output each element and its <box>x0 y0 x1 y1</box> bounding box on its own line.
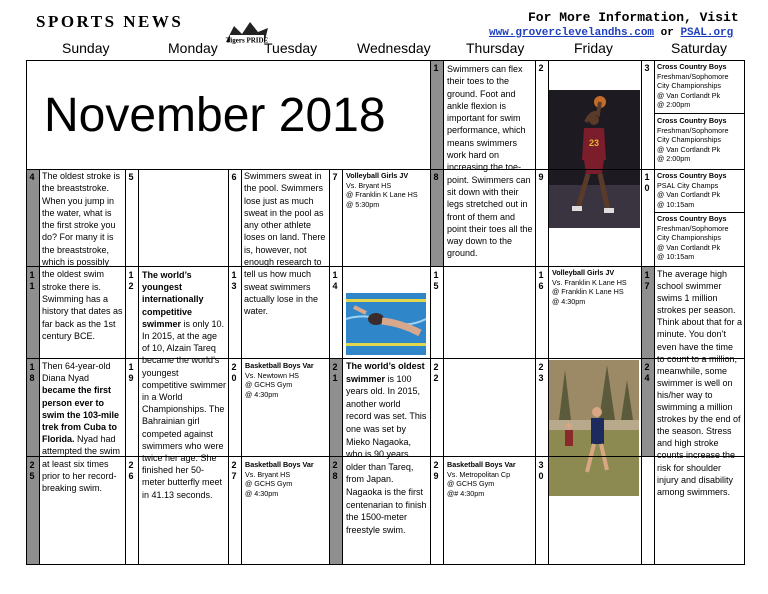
date-20-ones: 0 <box>231 373 237 383</box>
event-line: Vs. Bryant HS <box>346 180 392 190</box>
grid-right <box>744 60 745 565</box>
day-wednesday: Wednesday <box>357 40 431 56</box>
date-14-ones: 4 <box>332 281 338 291</box>
date-29-ones: 9 <box>433 471 439 481</box>
day-sunday: Sunday <box>62 40 110 56</box>
date-7: 7 <box>332 172 338 182</box>
event-xc-nov3-a <box>657 62 743 110</box>
date-15-tens: 1 <box>433 270 439 280</box>
svg-text:23: 23 <box>588 138 600 148</box>
date-14-tens: 1 <box>332 270 338 280</box>
date-16-tens: 1 <box>538 270 544 280</box>
event-location: @ Franklin K Lane HS <box>346 190 418 199</box>
event-title: Cross Country Boys <box>657 171 727 180</box>
grid-row-3 <box>26 358 745 359</box>
date-28-ones: 8 <box>332 471 338 481</box>
oldest-swimmer-fact <box>346 360 428 536</box>
date-19-tens: 1 <box>128 362 134 372</box>
event-line: Freshman/Sophomore <box>657 71 729 81</box>
cross-country-runners-photo <box>549 360 639 496</box>
event-line: Vs. Bryant HS <box>245 469 291 479</box>
date-8: 8 <box>433 172 439 182</box>
event-location: @ Van Cortlandt Pk <box>657 90 721 100</box>
month-title: November 2018 <box>44 89 386 142</box>
date-10-ones: 0 <box>644 183 650 193</box>
nyad-highlight: became the first person ever to swim the 103-mile trek from Cuba to Florida. <box>42 385 120 445</box>
grid-top <box>26 60 745 61</box>
date-22-tens: 2 <box>433 362 439 372</box>
event-line: City Championships <box>657 233 721 242</box>
date-21-ones: 1 <box>332 373 338 383</box>
date-15-ones: 5 <box>433 281 439 291</box>
event-location: @ Van Cortlandt Pk <box>657 242 721 252</box>
grid-col-4 <box>430 60 431 565</box>
event-location: @ GCHS Gym <box>245 479 293 488</box>
event-time: @ 2:00pm <box>657 100 691 109</box>
event-time: @ 4:30pm <box>552 296 586 306</box>
event-volleyball-nov7 <box>346 171 430 209</box>
event-location: @ Van Cortlandt Pk <box>657 144 721 154</box>
date-21-tens: 2 <box>332 362 338 372</box>
date-30-ones: 0 <box>538 471 544 481</box>
date-25-ones: 5 <box>29 471 35 481</box>
event-title: Cross Country Boys <box>657 62 727 71</box>
event-divider <box>655 113 744 114</box>
event-basketball-nov29 <box>447 460 534 498</box>
grid-row-1 <box>26 169 745 170</box>
date-27-ones: 7 <box>231 471 237 481</box>
date-18-tens: 1 <box>29 362 35 372</box>
or-text: or <box>660 27 674 39</box>
event-xc-nov10-a <box>657 171 743 209</box>
num-line-sat <box>654 60 655 565</box>
breaststroke-fact: The oldest stroke is the breaststroke. When you jump in the water, what is the first stroke you do? For many it is the breaststroke, which is possibly the oldest swim stroke there is. Swimming has a history that dates as far back as the 1st century BCE. <box>42 171 123 341</box>
grid-col-5 <box>535 60 536 565</box>
toe-flex-fact: Swimmers can flex their toes to the ground. Foot and ankle flexion is important for swim performance, which means swimmers work hard on increasing the toe-point. Swimmers can sit down with their legs stretched out in front of them and point their toes all the way down to the ground. <box>447 64 533 259</box>
oldest-swimmer-heading: The world’s oldest swimmer <box>346 361 425 384</box>
date-12-ones: 2 <box>128 281 134 291</box>
oldest-swimmer-text: is 100 years old. In 2015, another world record was set. This one was set by Mieko Nagaoka, who is 90 years older than Tareq, from Japan. Nagaoka is the first centenarian to finish the 1500-meter freestyle swim. <box>346 373 427 535</box>
event-volleyball-nov16 <box>552 268 640 306</box>
date-16-ones: 6 <box>538 281 544 291</box>
event-line: Vs. Newtown HS <box>245 370 299 380</box>
event-line: Freshman/Sophomore <box>657 223 729 233</box>
date-11-tens: 1 <box>29 270 35 280</box>
nyad-fact <box>42 360 124 494</box>
logo-text: Tigers PRIDE <box>225 36 269 45</box>
event-line: PSAL City Champs <box>657 180 719 190</box>
event-title: Volleyball Girls JV <box>552 268 615 277</box>
date-11-ones: 1 <box>29 281 35 291</box>
date-24-ones: 4 <box>644 373 650 383</box>
day-thursday: Thursday <box>466 40 525 56</box>
gutter-4 <box>26 169 39 266</box>
date-25-tens: 2 <box>29 460 35 470</box>
event-xc-nov10-b <box>657 214 743 262</box>
num-line-sun <box>39 169 40 565</box>
date-22-ones: 2 <box>433 373 439 383</box>
date-1: 1 <box>433 63 439 73</box>
num-line-thu <box>443 60 444 565</box>
event-title: Cross Country Boys <box>657 214 727 223</box>
event-time: @ 10:15am <box>657 252 695 261</box>
date-5: 5 <box>128 172 134 182</box>
date-29-tens: 2 <box>433 460 439 470</box>
day-friday: Friday <box>574 40 613 56</box>
date-2: 2 <box>538 63 544 73</box>
info-heading: For More Information, Visit <box>528 10 739 25</box>
event-basketball-nov20 <box>245 361 328 399</box>
event-time: @ 2:00pm <box>657 154 691 163</box>
day-monday: Monday <box>168 40 218 56</box>
event-time: @# 4:30pm <box>447 488 485 498</box>
date-23-tens: 2 <box>538 362 544 372</box>
gutter-1 <box>430 61 443 169</box>
num-line-wed <box>342 169 343 565</box>
date-12-tens: 1 <box>128 270 134 280</box>
youngest-swimmer-heading: The world’s youngest internationally competitive swimmer <box>142 270 204 329</box>
date-26-tens: 2 <box>128 460 134 470</box>
date-18-ones: 8 <box>29 373 35 383</box>
event-time: @ 5:30pm <box>346 199 380 209</box>
event-divider <box>655 212 744 213</box>
date-9: 9 <box>538 172 544 182</box>
sports-news-title: SPORTS NEWS <box>36 12 184 31</box>
date-10-tens: 1 <box>644 172 650 182</box>
event-basketball-nov27 <box>245 460 328 498</box>
date-3: 3 <box>644 63 650 73</box>
date-24-tens: 2 <box>644 362 650 372</box>
nyad-outro: Nyad had attempted the swim at least six times prior to her record-breaking swim. <box>42 434 121 494</box>
date-6: 6 <box>231 172 237 182</box>
event-title: Volleyball Girls JV <box>346 171 409 180</box>
event-time: @ 4:30pm <box>245 389 279 399</box>
date-4: 4 <box>29 172 35 182</box>
gutter-8 <box>430 169 443 266</box>
youngest-swimmer-fact <box>142 269 226 501</box>
date-28-tens: 2 <box>332 460 338 470</box>
date-17-ones: 7 <box>644 281 650 291</box>
event-line: Vs. Franklin K Lane HS <box>552 277 627 287</box>
grid-left <box>26 60 27 565</box>
date-20-tens: 2 <box>231 362 237 372</box>
event-location: @ GCHS Gym <box>245 380 293 389</box>
stroke-count-fact: The average high school swimmer swims 1 million strokes per season. Think about that for a minute. You don’t even have the time to count to a million, meanwhile, some swimmer is well on his/her way to swimming a million strokes by the end of the season. Stress and high stroke counts increase the risk for shoulder injury and disability among swimmers. <box>657 269 743 497</box>
date-26-ones: 6 <box>128 471 134 481</box>
event-line: Vs. Metropolitan Cp <box>447 469 511 479</box>
event-title: Cross Country Boys <box>657 116 727 125</box>
event-title: Basketball Boys Var <box>245 460 314 469</box>
date-13-tens: 1 <box>231 270 237 280</box>
info-links <box>489 27 733 39</box>
event-line: Freshman/Sophomore <box>657 125 729 135</box>
date-30-tens: 3 <box>538 460 544 470</box>
event-location: @ GCHS Gym <box>447 479 495 488</box>
event-title: Basketball Boys Var <box>245 361 314 370</box>
event-xc-nov3-b <box>657 116 743 164</box>
event-time: @ 10:15am <box>657 199 695 209</box>
grid-col-6 <box>641 60 642 565</box>
sweat-fact: Swimmers sweat in the pool. Swimmers lose just as much sweat in the pool as any other athlete loses on land. There is, however, not enough research to tell us how much sweat swimmers actually lose in the water. <box>244 171 326 317</box>
date-23-ones: 3 <box>538 373 544 383</box>
num-line-tue <box>241 169 242 565</box>
date-17-tens: 1 <box>644 270 650 280</box>
basketball-player-photo <box>548 90 640 228</box>
event-line: City Championships <box>657 81 721 90</box>
day-tuesday: Tuesday <box>264 40 318 56</box>
event-location: @ Franklin K Lane HS <box>552 287 624 296</box>
day-saturday: Saturday <box>671 40 728 56</box>
nyad-intro: Then 64-year-old Diana Nyad <box>42 361 111 384</box>
date-13-ones: 3 <box>231 281 237 291</box>
event-location: @ Van Cortlandt Pk <box>657 190 721 199</box>
youngest-swimmer-text: is only 10. In 2015, at the age of 10, Alzain Tareq became the world’s youngest competitive swimmer in a World Championships. The Bahrainian girl competed against swimmers who were twice her age. She finished her 50-meter butterfly meet in 41.13 seconds. <box>142 318 227 500</box>
event-time: @ 4:30pm <box>245 488 279 498</box>
grid-bottom <box>26 564 745 565</box>
swimmer-photo <box>346 293 426 355</box>
event-title: Basketball Boys Var <box>447 460 516 469</box>
event-line: City Championships <box>657 135 721 144</box>
num-line-fri <box>548 60 549 565</box>
num-line-mon <box>138 169 139 565</box>
psal-link[interactable]: PSAL.org <box>680 27 734 39</box>
date-19-ones: 9 <box>128 373 134 383</box>
grid-row-2 <box>26 266 745 267</box>
school-website-link[interactable]: www.groverclevelandhs.com <box>489 27 655 39</box>
date-27-tens: 2 <box>231 460 237 470</box>
